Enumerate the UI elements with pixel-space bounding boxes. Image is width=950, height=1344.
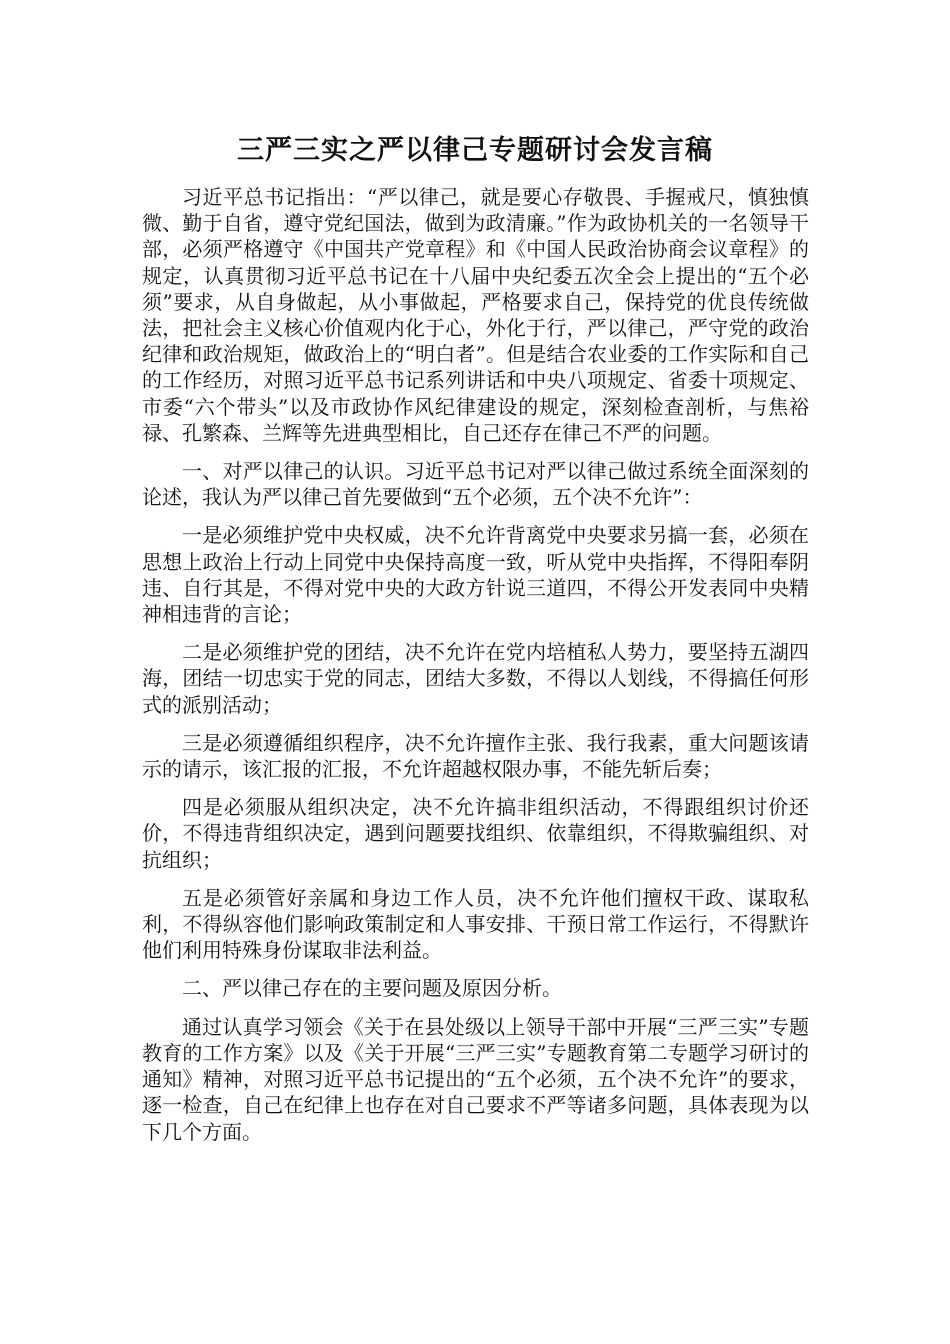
paragraph-section-1-heading: 一、对严以律己的认识。习近平总书记对严以律己做过系统全面深刻的论述，我认为严以律己首先要做到“五个必须，五个决不允许”： (142, 459, 809, 510)
paragraph-section-2-heading: 二、严以律己存在的主要问题及原因分析。 (182, 976, 562, 1001)
paragraph-section-2-body: 通过认真学习领会《关于在县处级以上领导干部中开展“三严三实”专题教育的工作方案》以及《关于开展“三严三实”专题教育第二专题学习研讨的通知》精神，对照习近平总书记提出的“五个必须，五个决不允许”的要求，逐一检查，自己在纪律上也存在对自己要求不严等诸多问题，具体表现为以下几个方面。 (142, 1014, 809, 1144)
paragraph-point-5: 五是必须管好亲属和身边工作人员，决不允许他们擅权干政、谋取私利，不得纵容他们影响政策制定和人事安排、干预日常工作运行，不得默许他们利用特殊身份谋取非法利益。 (142, 885, 809, 963)
paragraph-intro: 习近平总书记指出：“严以律己，就是要心存敬畏、手握戒尺，慎独慎微、勤于自省，遵守党纪国法，做到为政清廉。”作为政协机关的一名领导干部，必须严格遵守《中国共产党章程》和《中国人民政治协商会议章程》的规定，认真贯彻习近平总书记在十八届中央纪委五次全会上提出的“五个必须”要求，从自身做起，从小事做起，严格要求自己，保持党的优良传统做法，把社会主义核心价值观内化于心，外化于行，严以律己，严守党的政治纪律和政治规矩，做政治上的“明白者”。但是结合农业委的工作实际和自己的工作经历，对照习近平总书记系列讲话和中央八项规定、省委十项规定、市委“六个带头”以及市政协作风纪律建设的规定，深刻检查剖析，与焦裕禄、孔繁森、兰辉等先进典型相比，自己还存在律己不严的问题。 (142, 185, 809, 445)
paragraph-point-1: 一是必须维护党中央权威，决不允许背离党中央要求另搞一套，必须在思想上政治上行动上同党中央保持高度一致，听从党中央指挥，不得阳奉阴违、自行其是，不得对党中央的大政方针说三道四，不得公开发表同中央精神相违背的言论； (142, 523, 809, 627)
document-title: 三严三实之严以律己专题研讨会发言稿 (237, 135, 713, 166)
paragraph-point-2: 二是必须维护党的团结，决不允许在党内培植私人势力，要坚持五湖四海，团结一切忠实于党的同志，团结大多数，不得以人划线，不得搞任何形式的派别活动； (142, 640, 809, 717)
paragraph-point-4: 四是必须服从组织决定，决不允许搞非组织活动，不得跟组织讨价还价，不得违背组织决定，遇到问题要找组织、依靠组织，不得欺骗组织、对抗组织； (142, 795, 809, 872)
paragraph-point-3: 三是必须遵循组织程序，决不允许擅作主张、我行我素，重大问题该请示的请示，该汇报的汇报，不允许超越权限办事，不能先斩后奏； (142, 730, 809, 782)
document-body (142, 184, 809, 1157)
